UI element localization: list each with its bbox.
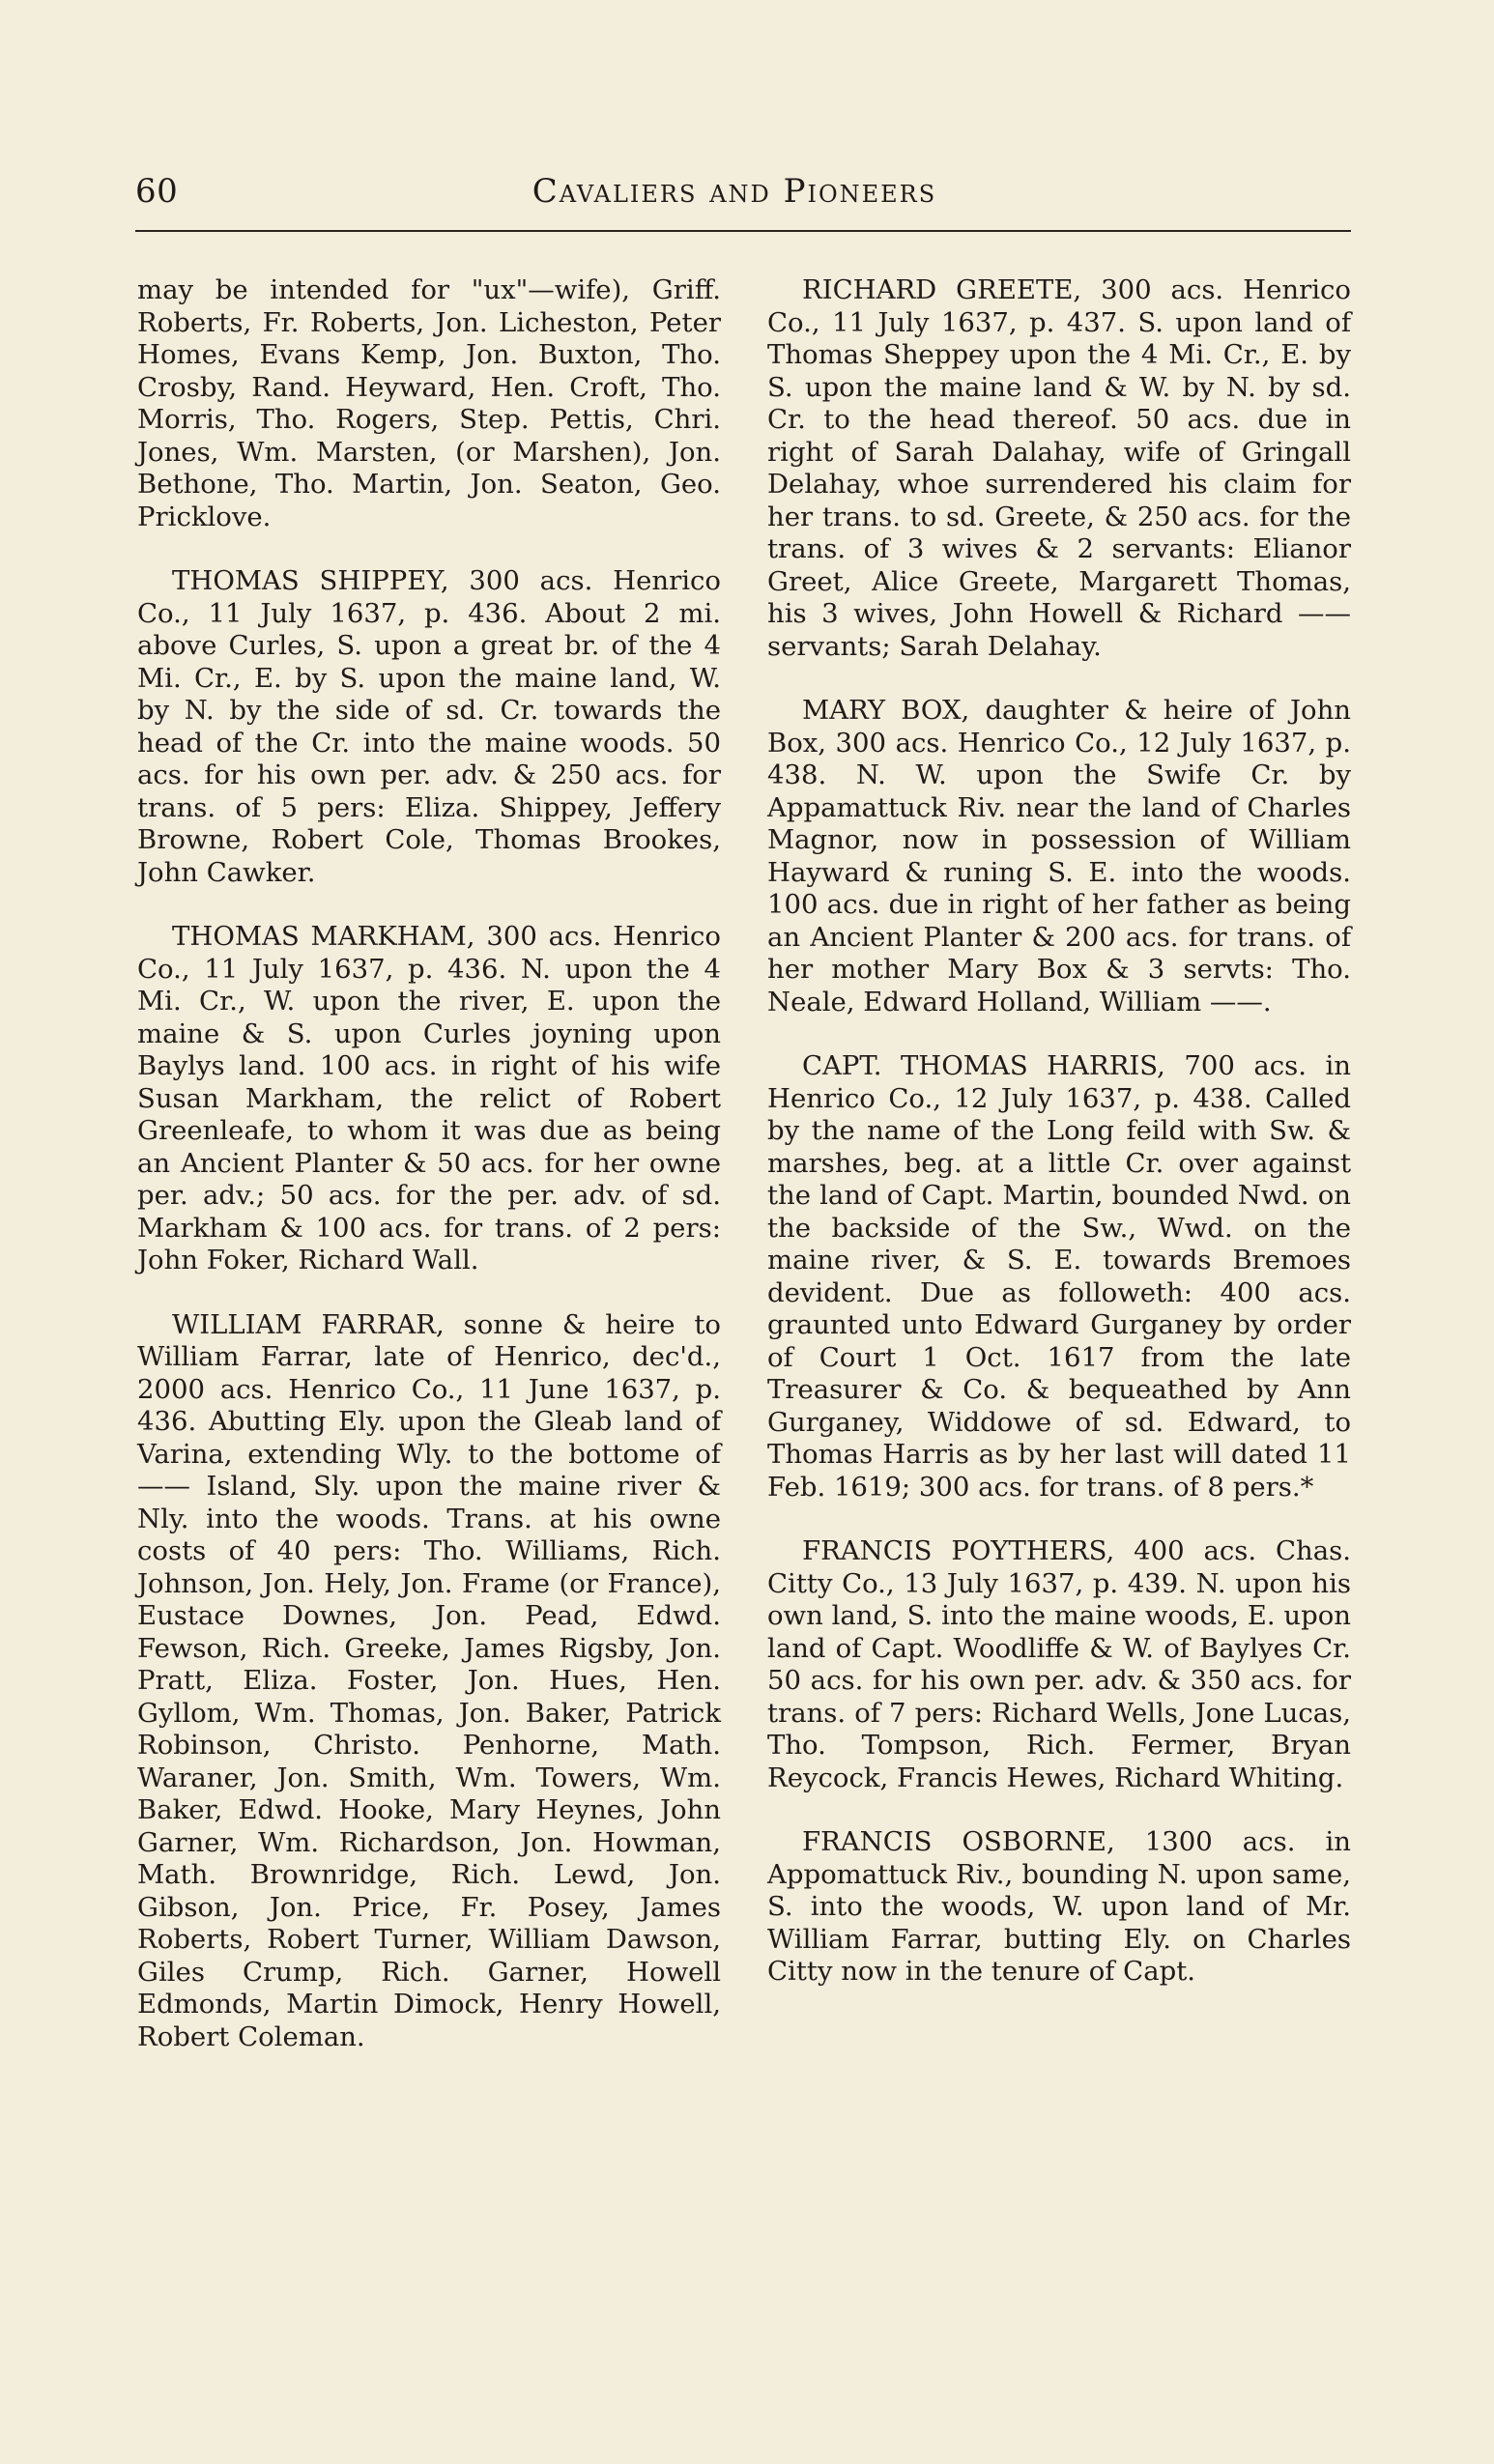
entry-thomas-harris: CAPT. THOMAS HARRIS, 700 acs. in Henrico Co., 12 July 1637, p. 438. Called by the name of the Long feild with Sw. & marshes, beg. at a little Cr. over against the land of Capt. Martin, bounded Nwd. on the backside of the Sw., Wwd. on the maine river, & S. E. towards Bremoes devident. Due as followeth: 400 acs. graunted unto Edward Gurganey by order of Court 1 Oct. 1617 from the late Treasurer & Co. & bequeathed by Ann Gurganey, Widdowe of sd. Edward, to Thomas Harris as by her last will dated 11 Feb. 1619; 300 acs. for trans. of 8 pers.*	[767, 1050, 1351, 1503]
entry-thomas-shippey: THOMAS SHIPPEY, 300 acs. Henrico Co., 11 July 1637, p. 436. About 2 mi. above Curles, S. upon a great br. of the 4 Mi. Cr., E. by S. upon the maine land, W. by N. by the side of sd. Cr. towards the head of the Cr. into the maine woods. 50 acs. for his own per. adv. & 250 acs. for trans. of 5 pers: Eliza. Shippey, Jeffery Browne, Robert Cole, Thomas Brookes, John Cawker.	[137, 565, 721, 888]
left-column	[137, 274, 721, 2053]
header-rule	[135, 230, 1351, 232]
entry-francis-osborne: FRANCIS OSBORNE, 1300 acs. in Appomattuck Riv., bounding N. upon same, S. into the woods, W. upon land of Mr. William Farrar, butting Ely. on Charles Citty now in the tenure of Capt.	[767, 1826, 1351, 1987]
right-column	[767, 274, 1351, 1989]
entry-thomas-markham: THOMAS MARKHAM, 300 acs. Henrico Co., 11 July 1637, p. 436. N. upon the 4 Mi. Cr., W. upon the river, E. upon the maine & S. upon Curles joyning upon Baylys land. 100 acs. in right of his wife Susan Markham, the relict of Robert Greenleafe, to whom it was due as being an Ancient Planter & 50 acs. for her owne per. adv.; 50 acs. for the per. adv. of sd. Markham & 100 acs. for trans. of 2 pers: John Foker, Richard Wall.	[137, 921, 721, 1275]
page-number: 60	[135, 172, 179, 211]
entry-richard-greete: RICHARD GREETE, 300 acs. Henrico Co., 11 July 1637, p. 437. S. upon land of Thomas Sheppey upon the 4 Mi. Cr., E. by S. upon the maine land & W. by N. by sd. Cr. to the head thereof. 50 acs. due in right of Sarah Dalahay, wife of Gringall Delahay, whoe surrendered his claim for her trans. to sd. Greete, & 250 acs. for the trans. of 3 wives & 2 servants: Elianor Greet, Alice Greete, Margarett Thomas, his 3 wives, John Howell & Richard —— servants; Sarah Delahay.	[767, 274, 1351, 662]
entry-mary-box: MARY BOX, daughter & heire of John Box, 300 acs. Henrico Co., 12 July 1637, p. 438. N. W. upon the Swife Cr. by Appamattuck Riv. near the land of Charles Magnor, now in possession of William Hayward & runing S. E. into the woods. 100 acs. due in right of her father as being an Ancient Planter & 200 acs. for trans. of her mother Mary Box & 3 servts: Tho. Neale, Edward Holland, William ——.	[767, 695, 1351, 1017]
entry-continuation: may be intended for "ux"—wife), Griff. Roberts, Fr. Roberts, Jon. Licheston, Peter Homes, Evans Kemp, Jon. Buxton, Tho. Crosby, Rand. Heyward, Hen. Croft, Tho. Morris, Tho. Rogers, Step. Pettis, Chri. Jones, Wm. Marsten, (or Marshen), Jon. Bethone, Tho. Martin, Jon. Seaton, Geo. Pricklove.	[137, 274, 721, 532]
entry-william-farrar: WILLIAM FARRAR, sonne & heire to William Farrar, late of Henrico, dec'd., 2000 acs. Henrico Co., 11 June 1637, p. 436. Abutting Ely. upon the Gleab land of Varina, extending Wly. to the bottome of —— Island, Sly. upon the maine river & Nly. into the woods. Trans. at his owne costs of 40 pers: Tho. Williams, Rich. Johnson, Jon. Hely, Jon. Frame (or France), Eustace Downes, Jon. Pead, Edwd. Fewson, Rich. Greeke, James Rigsby, Jon. Pratt, Eliza. Foster, Jon. Hues, Hen. Gyllom, Wm. Thomas, Jon. Baker, Patrick Robinson, Christo. Penhorne, Math. Waraner, Jon. Smith, Wm. Towers, Wm. Baker, Edwd. Hooke, Mary Heynes, John Garner, Wm. Richardson, Jon. Howman, Math. Brownridge, Rich. Lewd, Jon. Gibson, Jon. Price, Fr. Posey, James Roberts, Robert Turner, William Dawson, Giles Crump, Rich. Garner, Howell Edmonds, Martin Dimock, Henry Howell, Robert Coleman.	[137, 1308, 721, 2052]
running-head: Cavaliers and Pioneers	[532, 172, 937, 211]
entry-francis-poythers: FRANCIS POYTHERS, 400 acs. Chas. Citty Co., 13 July 1637, p. 439. N. upon his own land, S. into the maine woods, E. upon land of Capt. Woodliffe & W. of Baylyes Cr. 50 acs. for his own per. adv. & 350 acs. for trans. of 7 pers: Richard Wells, Jone Lucas, Tho. Tompson, Rich. Fermer, Bryan Reycock, Francis Hewes, Richard Whiting.	[767, 1535, 1351, 1793]
